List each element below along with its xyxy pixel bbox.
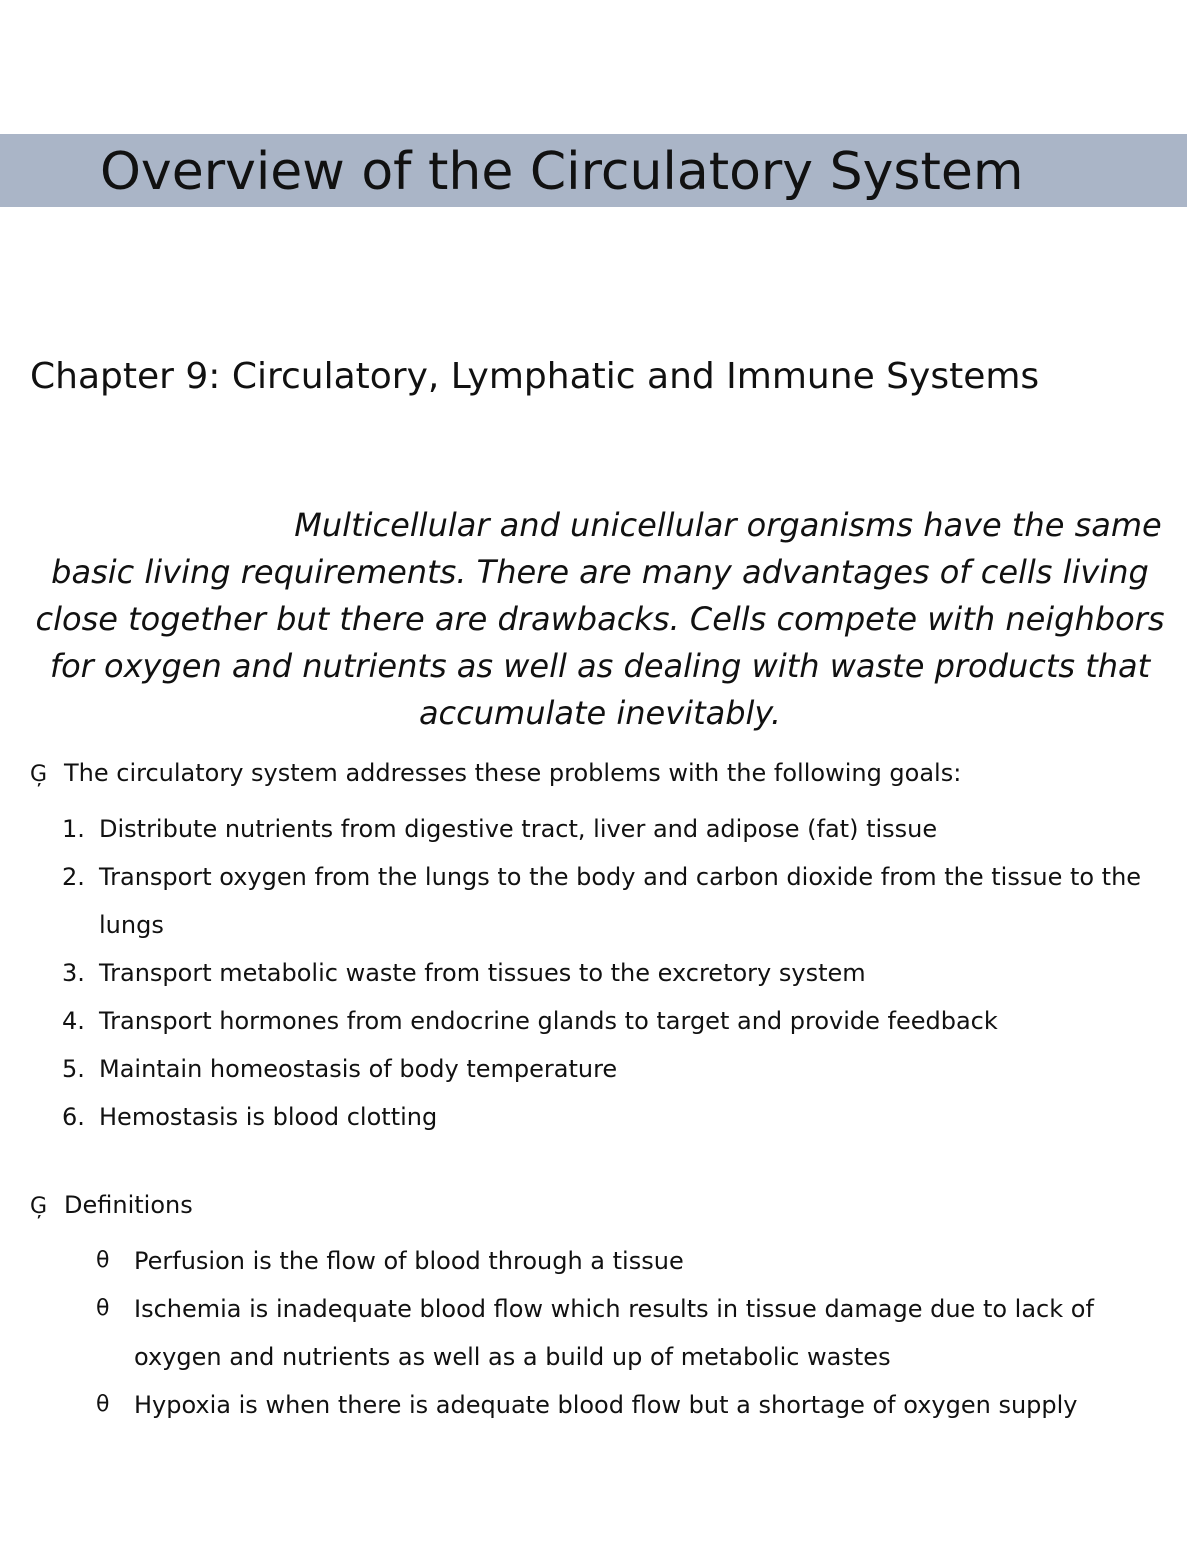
list-item [62, 949, 1162, 997]
list-item [62, 853, 1162, 949]
intro-text: Multicellular and unicellular organisms have the same basic living requirements. There are many advantages of cells living close together but there are drawbacks. Cells compete with neighbors for oxygen and nutrients as well as dealing with waste products that accumulate inevitably. [35, 506, 1165, 732]
list-number: 6. [62, 1103, 85, 1131]
bullet-icon: Ģ [30, 1194, 48, 1219]
definition-item [96, 1237, 1156, 1285]
list-item [62, 1093, 1162, 1141]
list-number: 1. [62, 815, 85, 843]
goals-list [62, 805, 1162, 1141]
list-number: 3. [62, 959, 85, 987]
definition-text: Perfusion is the flow of blood through a tissue [134, 1247, 684, 1275]
list-item [62, 997, 1162, 1045]
list-item-text: Distribute nutrients from digestive tract, liver and adipose (fat) tissue [99, 815, 938, 843]
list-item-text: Transport hormones from endocrine glands to target and provide feedback [99, 1007, 998, 1035]
definitions-heading [30, 1189, 193, 1223]
definition-item [96, 1381, 1156, 1429]
list-item-text: Hemostasis is blood clotting [99, 1103, 438, 1131]
sub-bullet-icon: θ [96, 1296, 110, 1321]
list-item-text: Maintain homeostasis of body temperature [99, 1055, 618, 1083]
list-item [62, 1045, 1162, 1093]
goals-heading-text: The circulatory system addresses these problems with the following goals: [64, 759, 962, 787]
goals-heading [30, 757, 961, 791]
definition-text: Hypoxia is when there is adequate blood flow but a shortage of oxygen supply [134, 1391, 1078, 1419]
definitions-list [96, 1237, 1156, 1429]
list-item [62, 805, 1162, 853]
definitions-heading-text: Definitions [64, 1191, 193, 1219]
list-number: 5. [62, 1055, 85, 1083]
definition-text: Ischemia is inadequate blood flow which results in tissue damage due to lack of oxygen and nutrients as well as a build up of metabolic wastes [134, 1295, 1094, 1371]
list-item-text: Transport oxygen from the lungs to the body and carbon dioxide from the tissue to the lungs [99, 863, 1142, 939]
sub-bullet-icon: θ [96, 1392, 110, 1417]
list-item-text: Transport metabolic waste from tissues to the excretory system [99, 959, 866, 987]
list-number: 4. [62, 1007, 85, 1035]
bullet-icon: Ģ [30, 762, 48, 787]
page-title: Overview of the Circulatory System [100, 142, 1024, 202]
sub-bullet-icon: θ [96, 1248, 110, 1273]
definition-item [96, 1285, 1156, 1381]
chapter-heading: Chapter 9: Circulatory, Lymphatic and Immune Systems [30, 356, 1040, 397]
intro-paragraph [20, 502, 1180, 737]
list-number: 2. [62, 863, 85, 891]
